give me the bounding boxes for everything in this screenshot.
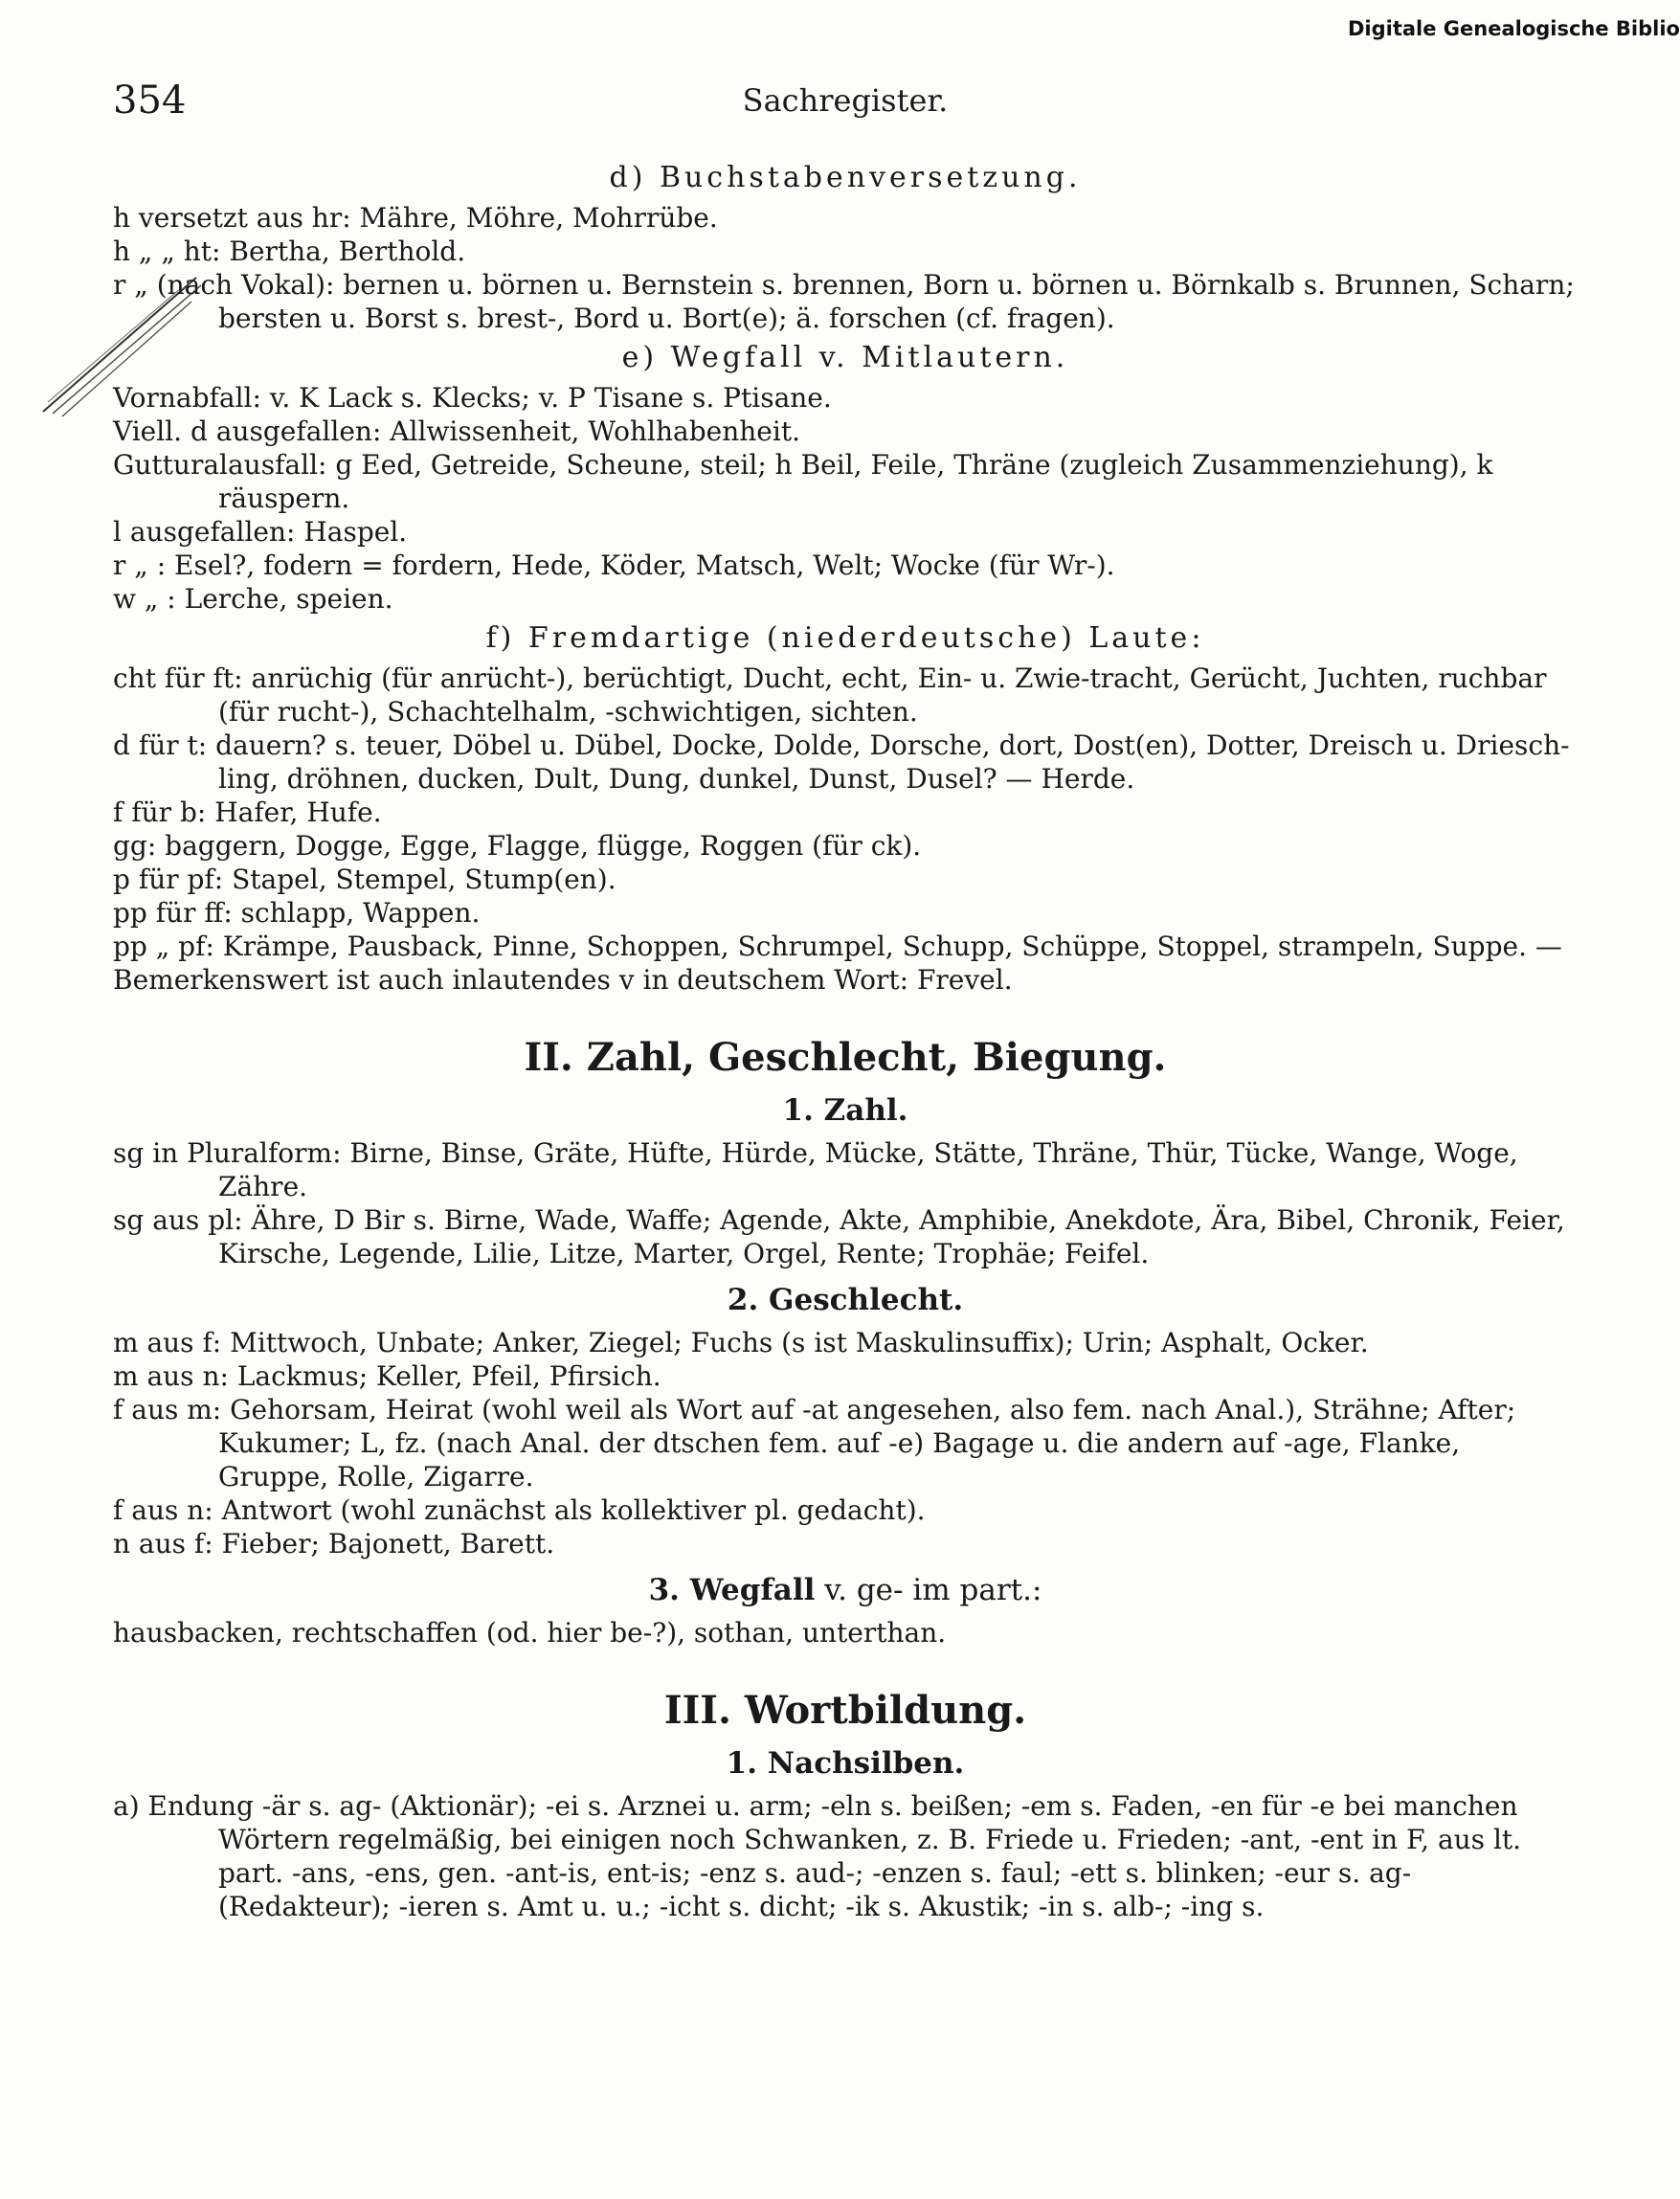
- register-entry: [113, 1789, 1578, 1923]
- entry-text: pp für ff: schlapp, Wappen.: [113, 897, 481, 929]
- register-entry: [113, 1616, 1578, 1649]
- register-entry: [113, 1493, 1578, 1527]
- section-heading: [113, 1572, 1578, 1608]
- entry-text: f aus n: Antwort (wohl zunächst als kollektiver pl. gedacht).: [113, 1494, 926, 1526]
- entry-text: r „ : Esel?, fodern = fordern, Hede, Köder, Matsch, Welt; Wocke (für Wr-).: [113, 550, 1115, 581]
- register-entry: [113, 448, 1578, 515]
- subsection-heading: [113, 341, 1578, 375]
- section-heading: [113, 1745, 1578, 1782]
- entry-text: 1. Nachsilben.: [726, 1746, 965, 1781]
- register-entry: [113, 1359, 1578, 1393]
- register-entry: [113, 963, 1578, 997]
- entry-text: cht für ft: anrüchig (für anrücht-), berüchtigt, Ducht, echt, Ein- u. Zwie-tracht, Gerücht, Juchten, ruchbar (für rucht-), Schachtelhalm, -schwichtigen, sichten.: [113, 662, 1556, 728]
- entry-text: Viell. d ausgefallen: Allwissenheit, Wohlhabenheit.: [113, 415, 800, 447]
- entry-text: r „ (nach Vokal): bernen u. börnen u. Bernstein s. brennen, Born u. börnen u. Börnkalb s. Brunnen, Scharn; bersten u. Borst s. brest-, Bord u. Bort(e); ä. forschen (cf. fragen).: [113, 269, 1583, 334]
- entry-text: d für t: dauern? s. teuer, Döbel u. Dübel, Docke, Dolde, Dorsche, dort, Dost(en), Dotter, Dreisch u. Driesch-ling, dröhnen, ducken, Dult, Dung, dunkel, Dunst, Dusel? — Herde.: [113, 729, 1570, 795]
- register-entry: [113, 515, 1578, 549]
- entry-text: 2. Geschlecht.: [727, 1283, 964, 1317]
- register-entry: [113, 235, 1578, 268]
- register-entry: [113, 381, 1578, 415]
- entry-text: h „ „ ht: Bertha, Berthold.: [113, 236, 466, 267]
- entry-text: Gutturalausfall: g Eed, Getreide, Scheune, steil; h Beil, Feile, Thräne (zugleich Zusammenziehung), k räuspern.: [113, 449, 1502, 514]
- register-entry: [113, 1393, 1578, 1493]
- entry-text: Bemerkenswert ist auch inlautendes v in deutschem Wort: Frevel.: [113, 964, 1013, 996]
- register-entry: [113, 829, 1578, 863]
- section-heading: [113, 1092, 1578, 1129]
- register-entry: [113, 863, 1578, 896]
- entry-text: l ausgefallen: Haspel.: [113, 516, 408, 548]
- page-number: 354: [113, 79, 187, 123]
- entry-text: e) Wegfall v. Mitlautern.: [621, 341, 1069, 374]
- entry-text: n aus f: Fieber; Bajonett, Barett.: [113, 1528, 555, 1559]
- page: [113, 79, 1583, 1923]
- entry-text: II. Zahl, Geschlecht, Biegung.: [524, 1035, 1167, 1080]
- register-entry: [113, 1326, 1578, 1359]
- register-entry: [113, 1527, 1578, 1560]
- entry-text: h versetzt aus hr: Mähre, Möhre, Mohrrübe.: [113, 202, 718, 234]
- register-entry: [113, 201, 1578, 235]
- part-heading: [113, 1035, 1578, 1081]
- entry-text: a) Endung -är s. ag- (Aktionär); -ei s. Arznei u. arm; -eln s. beißen; -em s. Faden, -en für -e bei manchen Wörtern regelmäßig, bei einigen noch Schwanken, z. B. Friede u. Frieden; -ant, -ent in F, aus lt. part. -ans, -ens, gen. -ant-is, ent-is; -enz s. aud-; -enzen s. faul; -ett s. blinken; -eur s. ag- (Redakteur); -ieren s. Amt u. u.; -icht s. dicht; -ik s. Akustik; -in s. alb-; -ing s.: [113, 1790, 1530, 1922]
- entry-text: sg aus pl: Ähre, D Bir s. Birne, Wade, Waffe; Agende, Akte, Amphibie, Anekdote, Ära, Bibel, Chronik, Feier, Kirsche, Legende, Lilie, Litze, Marter, Orgel, Rente; Trophäe; Feifel.: [113, 1204, 1574, 1269]
- entry-text: f für b: Hafer, Hufe.: [113, 797, 382, 828]
- register-entry: [113, 930, 1578, 963]
- running-title: Sachregister.: [742, 82, 949, 119]
- register-entry: [113, 582, 1578, 616]
- register-entry: [113, 549, 1578, 582]
- part-heading: [113, 1688, 1578, 1734]
- library-watermark: Digitale Genealogische Biblio: [1347, 17, 1680, 40]
- entry-text: gg: baggern, Dogge, Egge, Flagge, flügge, Roggen (für ck).: [113, 830, 922, 862]
- register-entry: [113, 415, 1578, 448]
- entry-text: m aus f: Mittwoch, Unbate; Anker, Ziegel; Fuchs (s ist Maskulinsuffix); Urin; Asphalt, Ocker.: [113, 1327, 1369, 1358]
- entry-text: p für pf: Stapel, Stempel, Stump(en).: [113, 864, 616, 895]
- section-heading: [113, 1282, 1578, 1318]
- register-entry: [113, 268, 1583, 335]
- subsection-heading: [113, 621, 1578, 656]
- register-entry: [113, 1203, 1578, 1270]
- running-header: [113, 79, 1578, 126]
- entry-text: III. Wortbildung.: [663, 1688, 1027, 1733]
- entry-text: w „ : Lerche, speien.: [113, 583, 393, 615]
- entry-text: 1. Zahl.: [782, 1093, 908, 1128]
- entry-text: 3. Wegfall: [648, 1573, 816, 1607]
- entry-text: d) Buchstabenversetzung.: [609, 161, 1082, 194]
- entry-text: f aus m: Gehorsam, Heirat (wohl weil als Wort auf -at angesehen, also fem. nach Anal.), Strähne; After; Kukumer; L, fz. (nach Anal. der dtschen fem. auf -e) Bagage u. die andern auf -age, Flanke, Gruppe, Rolle, Zigarre.: [113, 1394, 1525, 1492]
- subsection-heading: [113, 161, 1578, 195]
- register-entry: [113, 896, 1578, 930]
- entry-text: hausbacken, rechtschaffen (od. hier be-?), sothan, unterthan.: [113, 1617, 947, 1649]
- register-entry: [113, 662, 1578, 729]
- entry-text: Vornabfall: v. K Lack s. Klecks; v. P Tisane s. Ptisane.: [113, 382, 832, 414]
- register-entry: [113, 796, 1578, 829]
- entry-text: m aus n: Lackmus; Keller, Pfeil, Pfirsich.: [113, 1360, 661, 1392]
- register-entry: [113, 1136, 1578, 1203]
- heading-suffix: v. ge- im part.:: [815, 1573, 1042, 1607]
- register-content: [113, 161, 1583, 1923]
- entry-text: sg in Pluralform: Birne, Binse, Gräte, Hüfte, Hürde, Mücke, Stätte, Thräne, Thür, Tücke, Wange, Woge, Zähre.: [113, 1137, 1527, 1202]
- register-entry: [113, 729, 1578, 796]
- entry-text: f) Fremdartige (niederdeutsche) Laute:: [485, 621, 1205, 655]
- entry-text: pp „ pf: Krämpe, Pausback, Pinne, Schoppen, Schrumpel, Schupp, Schüppe, Stoppel, strampeln, Suppe. —: [113, 931, 1562, 962]
